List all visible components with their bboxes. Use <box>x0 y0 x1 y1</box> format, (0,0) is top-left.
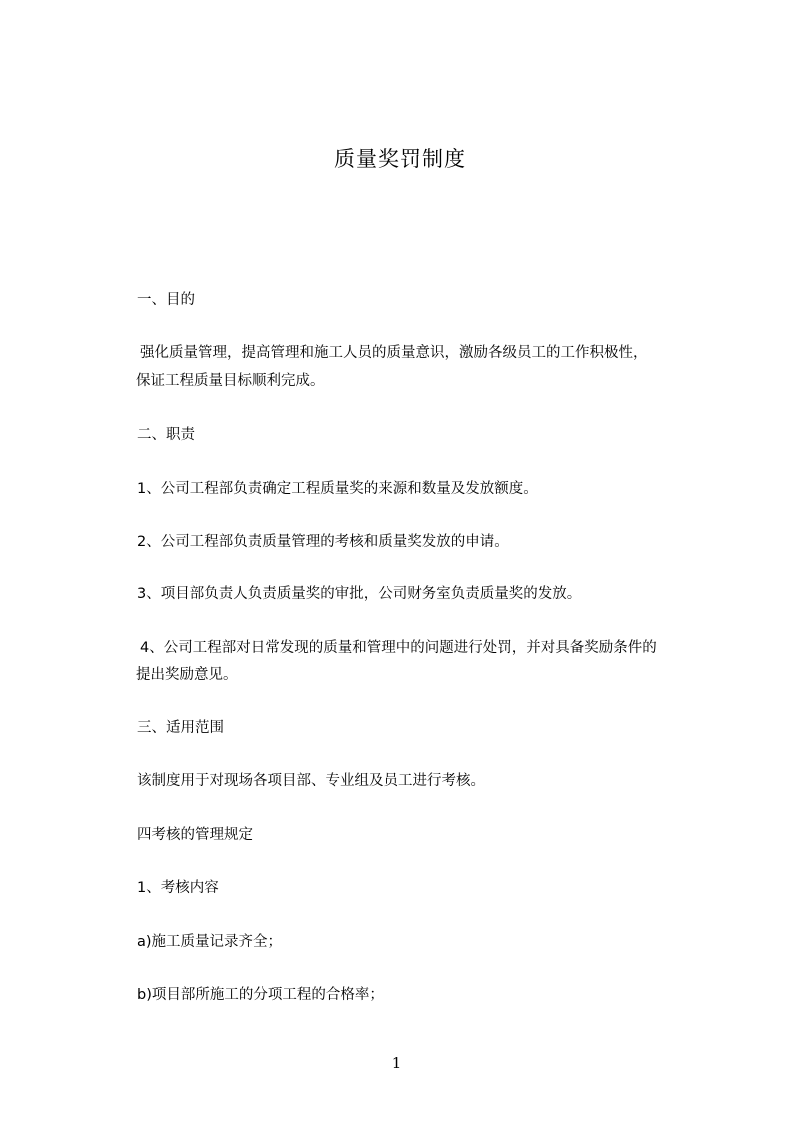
duty-item-2: 2、公司工程部负责质量管理的考核和质量奖发放的申请。 <box>137 534 509 550</box>
purpose-text-line-1: 强化质量管理，提高管理和施工人员的质量意识，激励各级员工的工作积极性， <box>140 345 648 361</box>
duty-item-4-line-1: 4、公司工程部对日常发现的质量和管理中的问题进行处罚，并对具备奖励条件的 <box>140 640 657 656</box>
rules-item-b: b)项目部所施工的分项工程的合格率； <box>137 987 384 1003</box>
section-heading-duties: 二、职责 <box>137 427 195 443</box>
page-number: 1 <box>391 1054 402 1072</box>
rules-item-a: a)施工质量记录齐全； <box>137 934 283 950</box>
duty-item-3: 3、项目部负责人负责质量奖的审批，公司财务室负责质量奖的发放。 <box>137 586 582 602</box>
section-heading-scope: 三、适用范围 <box>137 720 224 736</box>
duty-item-4-line-2: 提出奖励意见。 <box>136 667 238 683</box>
scope-text: 该制度用于对现场各项目部、专业组及员工进行考核。 <box>137 773 485 789</box>
purpose-text-line-2: 保证工程质量目标顺利完成。 <box>136 373 325 389</box>
section-heading-purpose: 一、目的 <box>137 292 195 308</box>
section-heading-rules: 四考核的管理规定 <box>137 827 253 843</box>
rules-item-1: 1、考核内容 <box>137 880 219 896</box>
document-title: 质量奖罚制度 <box>334 147 466 171</box>
duty-item-1: 1、公司工程部负责确定工程质量奖的来源和数量及发放额度。 <box>137 481 538 497</box>
